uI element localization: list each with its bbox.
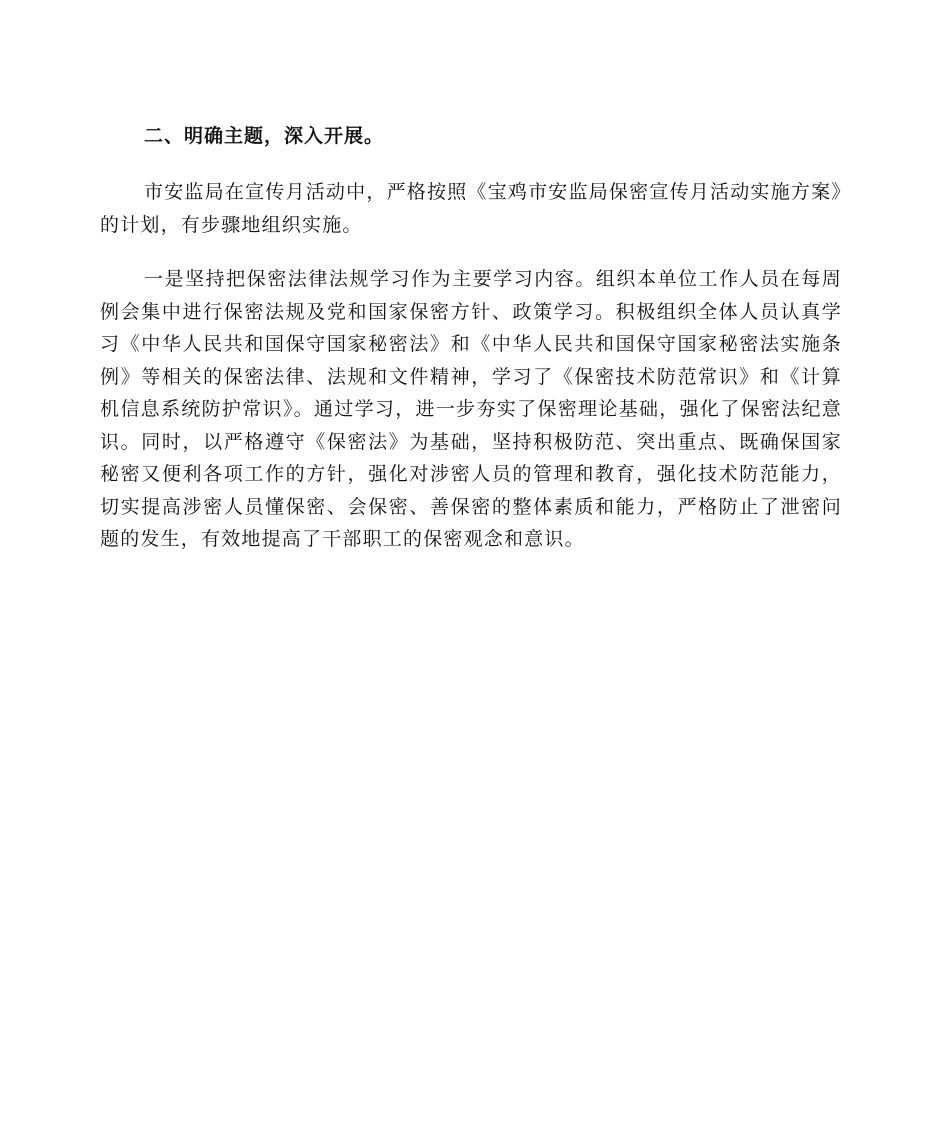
paragraph-implementation: 市安监局在宣传月活动中，严格按照《宝鸡市安监局保密宣传月活动实施方案》的计划，有步骤地组织实施。 xyxy=(100,181,842,236)
document-page xyxy=(100,118,842,578)
section-heading: 二、明确主题，深入开展。 xyxy=(144,125,385,147)
paragraph-study: 一是坚持把保密法律法规学习作为主要学习内容。组织本单位工作人员在每周例会集中进行保密法规及党和国家保密方针、政策学习。积极组织全体人员认真学习《中华人民共和国保守国家秘密法》和《中华人民共和国保守国家秘密法实施条例》等相关的保密法律、法规和文件精神，学习了《保密技术防范常识》和《计算机信息系统防护常识》。通过学习，进一步夯实了保密理论基础，强化了保密法纪意识。同时，以严格遵守《保密法》为基础，坚持积极防范、突出重点、既确保国家秘密又便利各项工作的方针，强化对涉密人员的管理和教育，强化技术防范能力，切实提高涉密人员懂保密、会保密、善保密的整体素质和能力，严格防止了泄密问题的发生，有效地提高了干部职工的保密观念和意识。 xyxy=(100,268,842,550)
